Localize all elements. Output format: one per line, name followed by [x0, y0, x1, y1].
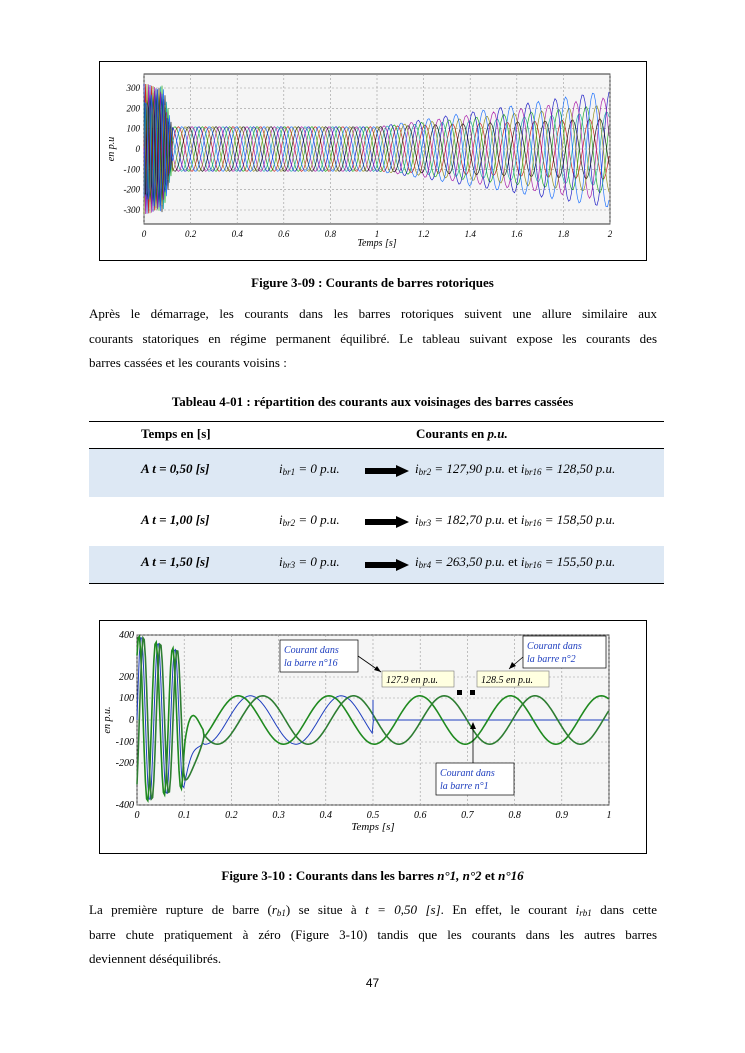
x-tick-label: 0.7: [461, 810, 474, 821]
annotation-bar-16-line-1: Courant dans: [284, 645, 339, 656]
row-3-b-val: = 155,50 p.u.: [541, 554, 616, 569]
row-2-a-val: = 182,70 p.u.: [431, 512, 505, 527]
x-tick-label: 0: [134, 810, 140, 821]
table-row: [89, 497, 664, 545]
y-tick-label: 400: [119, 630, 134, 641]
figure-2-frame: [99, 620, 647, 854]
paragraph-1-line-1: Après le démarrage, les courants dans les barres rotoriques suivent une allure similaire aux: [89, 306, 657, 321]
figure-1-ylabel: en p.u: [106, 136, 117, 162]
row-1-neighbor-currents: [415, 461, 615, 477]
y-tick-label: 300: [126, 83, 140, 93]
p2-l1-var2: i: [575, 902, 580, 917]
row-1-time: A t = 0,50 [s]: [141, 461, 210, 476]
row-2-conj: et: [504, 512, 521, 527]
value-label-bar-2-text: 128.5 en p.u.: [481, 675, 533, 686]
y-tick-label: 100: [126, 123, 140, 134]
row-2-b-var: i: [520, 512, 525, 527]
x-tick-label: 1.8: [557, 229, 570, 239]
y-tick-label: 0: [135, 144, 140, 154]
figure-1-frame: [99, 61, 647, 261]
row-2-zero-val: = 0 p.u.: [295, 512, 340, 527]
p2-l1-var: r: [271, 902, 277, 917]
row-3-a-val: = 263,50 p.u.: [431, 554, 505, 569]
row-3-neighbor-currents: [415, 554, 615, 570]
page-number: 47: [365, 976, 380, 990]
paragraph-2-line-2: barre chute pratiquement à zéro (Figure 3-10) tandis que les courants dans les autres barres: [89, 926, 657, 942]
figure-2-x-ticks: [135, 810, 612, 821]
right-arrow-icon: [365, 559, 409, 571]
x-tick-label: 0.3: [272, 810, 285, 821]
figure-2-ylabel: en p.u.: [102, 706, 113, 734]
paragraph-1-line-3: barres cassées et les courants voisins :: [89, 355, 287, 370]
row-2-zero-current: [279, 512, 340, 528]
x-tick-label: 0.6: [413, 810, 427, 821]
p2-l1-d: dans cette: [591, 902, 657, 917]
row-2-a-var: i: [415, 512, 419, 527]
figure-1-caption: Figure 3-09 : Courants de barres rotoriques: [251, 275, 494, 290]
table-bottom-rule: [89, 583, 664, 584]
row-3-b-var: i: [520, 554, 525, 569]
paragraph-1-line-2: courants statoriques en régime permanent équilibré. Le tableau suivant expose les courants des: [89, 330, 657, 346]
figure-1-plot: [100, 62, 646, 260]
x-tick-label: 0.2: [225, 810, 238, 821]
row-3-zero-val: = 0 p.u.: [295, 554, 340, 569]
annotation-bar-2-line-2: la barre n°2: [527, 654, 576, 665]
y-tick-label: 0: [129, 715, 134, 726]
row-1-a-var: i: [415, 461, 419, 476]
p2-l1-c: . En effet, le courant: [440, 902, 576, 917]
figure-1-y-ticks: [124, 83, 141, 215]
p2-l1-t: t = 0,50 [s]: [365, 902, 441, 917]
row-2-neighbor-currents: [415, 512, 615, 528]
table-row: [89, 449, 664, 497]
row-3-conj: et: [504, 554, 521, 569]
x-tick-label: 0.8: [508, 810, 521, 821]
table-header-currents-label: Courants en: [416, 426, 485, 441]
y-tick-label: -400: [115, 800, 134, 811]
row-1-a-sub: br2: [418, 467, 432, 477]
row-1-conj: et: [504, 461, 521, 476]
paragraph-2: [89, 898, 657, 972]
x-tick-label: 1: [606, 810, 612, 821]
row-1-zero-current: [279, 461, 340, 477]
row-1-b-var: i: [520, 461, 525, 476]
x-tick-label: 0.4: [231, 229, 243, 239]
row-3-zero-var: i: [279, 554, 283, 569]
x-tick-label: 0: [141, 229, 147, 239]
figure-2-y-ticks: [116, 630, 134, 811]
x-tick-label: 0.2: [184, 229, 197, 239]
x-tick-label: 0.9: [555, 810, 569, 821]
x-tick-label: 0.4: [319, 810, 333, 821]
row-2-b-sub: br16: [524, 518, 542, 528]
paragraph-1: [89, 302, 657, 376]
value-label-bar-16-text: 127.9 en p.u.: [386, 675, 438, 686]
table-header-unit: p.u.: [487, 426, 508, 441]
table-header-time: Temps en [s]: [141, 426, 211, 441]
row-3-zero-sub: br3: [282, 560, 296, 570]
row-2-zero-var: i: [279, 512, 283, 527]
p2-l1-a: La première rupture de barre (: [89, 902, 272, 917]
row-2-time: A t = 1,00 [s]: [141, 512, 210, 527]
table-header-currents: [416, 426, 508, 442]
row-3-b-sub: br16: [524, 560, 542, 570]
x-tick-label: 1.6: [511, 229, 523, 239]
annotation-bar-16-line-2: la barre n°16: [284, 658, 338, 669]
x-tick-label: 0.1: [177, 810, 191, 821]
x-tick-label: 0.5: [366, 810, 380, 821]
x-tick-label: 1: [374, 229, 380, 239]
right-arrow-icon: [365, 516, 409, 528]
figure-2-plot: [100, 621, 646, 853]
table-top-rule: [89, 421, 664, 422]
paragraph-2-line-1: [89, 898, 657, 923]
row-1-a-val: = 127,90 p.u.: [431, 461, 505, 476]
figure-2-caption-mid: et: [481, 868, 499, 883]
p2-l1-b: ) se situe à: [285, 902, 366, 917]
figure-1-xlabel: Temps [s]: [357, 238, 397, 249]
x-tick-label: 0.6: [278, 229, 290, 239]
p2-l1-sub2: rb1: [579, 908, 592, 918]
annotation-bar-2-line-1: Courant dans: [527, 641, 582, 652]
y-tick-label: 200: [119, 672, 134, 683]
row-1-zero-val: = 0 p.u.: [295, 461, 340, 476]
row-2-zero-sub: br2: [282, 518, 296, 528]
row-1-b-val: = 128,50 p.u.: [541, 461, 616, 476]
x-tick-label: 1.2: [417, 229, 430, 239]
row-2-b-val: = 158,50 p.u.: [541, 512, 616, 527]
row-1-b-sub: br16: [524, 467, 542, 477]
row-3-zero-current: [279, 554, 340, 570]
row-2-a-sub: br3: [418, 518, 432, 528]
y-tick-label: -100: [115, 737, 134, 748]
row-1-zero-sub: br1: [282, 467, 296, 477]
paragraph-2-line-3: deviennent déséquilibrés.: [89, 951, 222, 966]
annotation-bar-1-line-1: Courant dans: [440, 768, 495, 779]
y-tick-label: -100: [123, 164, 140, 175]
annotation-bar-2: [509, 636, 606, 669]
figure-2-caption-prefix: Figure 3-10 : Courants dans les barres: [221, 868, 438, 883]
x-tick-label: 2: [607, 229, 613, 239]
row-3-a-var: i: [415, 554, 419, 569]
p2-l1-sub: b1: [276, 908, 286, 918]
y-tick-label: 200: [126, 103, 140, 114]
y-tick-label: -200: [123, 184, 140, 195]
y-tick-label: 100: [119, 693, 134, 704]
y-tick-label: -200: [115, 758, 134, 769]
figure-2-caption-bar16: n°16: [498, 868, 524, 883]
y-tick-label: -300: [123, 205, 140, 215]
x-tick-label: 0.8: [324, 229, 337, 239]
row-3-time: A t = 1,50 [s]: [141, 554, 210, 569]
figure-2-xlabel: Temps [s]: [351, 821, 395, 833]
row-3-a-sub: br4: [418, 560, 432, 570]
x-tick-label: 1.4: [464, 229, 476, 239]
table-title: Tableau 4-01 : répartition des courants aux voisinages des barres cassées: [171, 394, 574, 409]
annotation-bar-1-line-2: la barre n°1: [440, 781, 489, 792]
figure-2-caption-bars: n°1, n°2: [437, 868, 482, 883]
figure-2-caption: [0, 868, 745, 884]
table-row: [89, 546, 664, 583]
right-arrow-icon: [365, 465, 409, 477]
row-1-zero-var: i: [279, 461, 283, 476]
